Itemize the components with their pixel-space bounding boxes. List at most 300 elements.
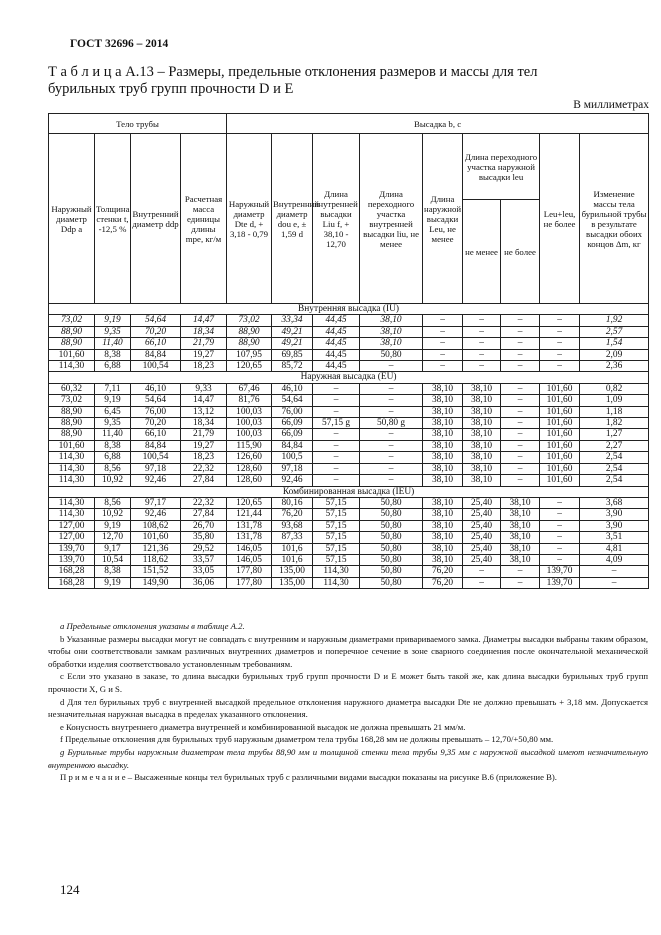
- table-row: [49, 532, 649, 543]
- table-cell: –: [423, 315, 463, 326]
- table-title-line2: бурильных труб групп прочности D и E: [48, 81, 294, 97]
- table-cell: 7,11: [95, 383, 131, 394]
- table-cell: –: [360, 395, 423, 406]
- table-cell: 38,10: [463, 418, 501, 429]
- table-row: [49, 418, 649, 429]
- table-cell: 92,46: [272, 475, 313, 486]
- section-row: [49, 486, 649, 497]
- table-cell: –: [501, 429, 540, 440]
- table-cell: 100,5: [272, 452, 313, 463]
- table-cell: 38,10: [423, 463, 463, 474]
- table-cell: 2,36: [580, 361, 649, 372]
- table-cell: 14,47: [181, 315, 227, 326]
- header-max: не более: [501, 200, 540, 304]
- table-cell: 57,15: [313, 509, 360, 520]
- table-cell: 100,03: [227, 406, 272, 417]
- table-cell: 100,03: [227, 418, 272, 429]
- table-cell: –: [540, 554, 580, 565]
- table-cell: 101,6: [272, 543, 313, 554]
- table-cell: –: [360, 452, 423, 463]
- table-cell: 50,80: [360, 520, 423, 531]
- table-cell: 38,10: [360, 338, 423, 349]
- footnote-e: e Конусность внутреннего диаметра внутренней и комбинированной высадок не должна превышать 21 мм/м.: [60, 721, 466, 732]
- header-wall-thickness: Толщина стенки t, -12,5 %: [95, 134, 131, 304]
- table-cell: 9,35: [95, 418, 131, 429]
- table-cell: 131,78: [227, 520, 272, 531]
- table-cell: 177,80: [227, 566, 272, 577]
- table-cell: 8,38: [95, 440, 131, 451]
- table-cell: –: [423, 361, 463, 372]
- table-cell: 88,90: [49, 338, 95, 349]
- table-cell: 38,10: [501, 543, 540, 554]
- table-body: [49, 304, 649, 589]
- table-cell: –: [360, 463, 423, 474]
- table-cell: 38,10: [423, 406, 463, 417]
- table-cell: 2,27: [580, 440, 649, 451]
- table-cell: 1,82: [580, 418, 649, 429]
- table-cell: 44,45: [313, 361, 360, 372]
- table-cell: 92,46: [131, 509, 181, 520]
- table-cell: 1,27: [580, 429, 649, 440]
- table-cell: –: [580, 577, 649, 588]
- table-row: [49, 395, 649, 406]
- table-row: [49, 554, 649, 565]
- table-cell: 38,10: [423, 554, 463, 565]
- table-row: [49, 440, 649, 451]
- table-cell: 8,38: [95, 566, 131, 577]
- table-cell: 139,70: [49, 543, 95, 554]
- table-cell: 139,70: [49, 554, 95, 565]
- table-cell: 10,92: [95, 475, 131, 486]
- table-cell: 101,60: [131, 532, 181, 543]
- table-cell: 3,90: [580, 509, 649, 520]
- footnote-c: c Если это указано в заказе, то длина высадки бурильных труб групп прочности D и E может быть такой же, как длина высадки бурильных труб групп прочности X, G и S.: [48, 671, 648, 694]
- table-cell: 121,44: [227, 509, 272, 520]
- table-cell: 100,03: [227, 429, 272, 440]
- table-cell: 25,40: [463, 543, 501, 554]
- table-cell: 67,46: [227, 383, 272, 394]
- table-cell: 60,32: [49, 383, 95, 394]
- table-cell: 27,84: [181, 509, 227, 520]
- footnote-f: f Предельные отклонения для бурильных труб наружным диаметром тела трубы 168,28 мм не должны превышать – 12,70/+50,80 мм.: [60, 734, 554, 745]
- table-cell: 101,60: [540, 429, 580, 440]
- table-cell: 73,02: [49, 395, 95, 406]
- table-cell: 101,60: [540, 406, 580, 417]
- table-cell: 0,82: [580, 383, 649, 394]
- table-cell: 12,70: [95, 532, 131, 543]
- table-cell: 38,10: [463, 463, 501, 474]
- table-cell: 84,84: [272, 440, 313, 451]
- table-cell: 49,21: [272, 338, 313, 349]
- header-external-upset-length: Длина наружной высадки Leu, не менее: [423, 134, 463, 304]
- table-cell: 69,85: [272, 349, 313, 360]
- table-cell: 38,10: [463, 440, 501, 451]
- table-cell: 38,10: [423, 532, 463, 543]
- table-cell: 21,79: [181, 338, 227, 349]
- table-cell: 101,60: [540, 463, 580, 474]
- header-inner-diameter: Внутренний диаметр ddp: [131, 134, 181, 304]
- section-title: Наружная высадка (EU): [49, 372, 649, 383]
- table-cell: 121,36: [131, 543, 181, 554]
- table-cell: 38,10: [423, 520, 463, 531]
- table-cell: 10,54: [95, 554, 131, 565]
- table-cell: 114,30: [49, 452, 95, 463]
- table-row: [49, 361, 649, 372]
- table-cell: 80,16: [272, 497, 313, 508]
- table-cell: 70,20: [131, 418, 181, 429]
- table-cell: 38,10: [423, 418, 463, 429]
- table-cell: 33,57: [181, 554, 227, 565]
- table-cell: –: [360, 406, 423, 417]
- table-cell: –: [463, 577, 501, 588]
- section-title: Комбинированная высадка (IEU): [49, 486, 649, 497]
- table-cell: –: [360, 440, 423, 451]
- table-row: [49, 520, 649, 531]
- table-cell: –: [501, 395, 540, 406]
- table-cell: 73,02: [227, 315, 272, 326]
- table-cell: 38,10: [423, 543, 463, 554]
- table-cell: 135,00: [272, 577, 313, 588]
- table-cell: –: [463, 326, 501, 337]
- table-cell: 38,10: [463, 429, 501, 440]
- table-cell: 66,09: [272, 418, 313, 429]
- table-title: [48, 64, 638, 98]
- table-cell: 57,15 g: [313, 418, 360, 429]
- table-cell: 46,10: [131, 383, 181, 394]
- table-cell: 88,90: [49, 406, 95, 417]
- table-cell: 25,40: [463, 497, 501, 508]
- table-cell: 38,10: [360, 326, 423, 337]
- table-cell: –: [463, 361, 501, 372]
- table-cell: –: [540, 326, 580, 337]
- table-cell: 97,18: [272, 463, 313, 474]
- table-cell: 50,80 g: [360, 418, 423, 429]
- table-cell: –: [540, 361, 580, 372]
- table-cell: 114,30: [49, 463, 95, 474]
- footnote-b: b Указанные размеры высадки могут не совпадать с внутренним и наружным диаметрами привариваемого замка. Диаметры высадки выбраны таким образом, чтобы они соответствовали замкам различных внутренних диаметров и поперечное сечение в зоне сварного соединения после окончательной механической обработки изделия соответствовало установленным требованиям.: [48, 633, 648, 669]
- table-cell: 11,40: [95, 338, 131, 349]
- table-cell: –: [423, 338, 463, 349]
- table-cell: 6,88: [95, 452, 131, 463]
- table-cell: 57,15: [313, 520, 360, 531]
- table-cell: 18,23: [181, 452, 227, 463]
- table-cell: 8,56: [95, 463, 131, 474]
- table-cell: 36,06: [181, 577, 227, 588]
- table-cell: –: [313, 429, 360, 440]
- table-cell: 101,60: [540, 383, 580, 394]
- table-cell: 151,52: [131, 566, 181, 577]
- table-cell: 10,92: [95, 509, 131, 520]
- table-cell: –: [313, 475, 360, 486]
- table-title-line1: Т а б л и ц а А.13 – Размеры, предельные отклонения размеров и массы для тел: [48, 64, 538, 80]
- table-cell: 73,02: [49, 315, 95, 326]
- table-cell: 8,56: [95, 497, 131, 508]
- table-cell: 168,28: [49, 566, 95, 577]
- table-cell: 92,46: [131, 475, 181, 486]
- table-cell: 38,10: [423, 383, 463, 394]
- table-cell: 87,33: [272, 532, 313, 543]
- table-row: [49, 509, 649, 520]
- table-cell: 1,54: [580, 338, 649, 349]
- table-cell: –: [313, 383, 360, 394]
- table-cell: 115,90: [227, 440, 272, 451]
- table-cell: 76,00: [131, 406, 181, 417]
- table-cell: 50,80: [360, 349, 423, 360]
- table-cell: 139,70: [540, 566, 580, 577]
- table-cell: 9,19: [95, 577, 131, 588]
- table-cell: 131,78: [227, 532, 272, 543]
- table-cell: 88,90: [49, 418, 95, 429]
- table-cell: 114,30: [313, 577, 360, 588]
- table-cell: 1,92: [580, 315, 649, 326]
- table-cell: 38,10: [501, 554, 540, 565]
- table-cell: 50,80: [360, 509, 423, 520]
- table-cell: 70,20: [131, 326, 181, 337]
- table-cell: 9,19: [95, 520, 131, 531]
- table-cell: –: [423, 349, 463, 360]
- table-row: [49, 475, 649, 486]
- section-row: [49, 304, 649, 315]
- document-header: ГОСТ 32696 – 2014: [70, 38, 169, 50]
- table-cell: 135,00: [272, 566, 313, 577]
- table-cell: 93,68: [272, 520, 313, 531]
- table-cell: 38,10: [501, 509, 540, 520]
- table-cell: 33,05: [181, 566, 227, 577]
- table-cell: 1,09: [580, 395, 649, 406]
- table-cell: –: [313, 395, 360, 406]
- footnotes: [48, 620, 648, 784]
- table-cell: 114,30: [49, 361, 95, 372]
- table-cell: 88,90: [49, 326, 95, 337]
- table-cell: 57,15: [313, 543, 360, 554]
- table-cell: 21,79: [181, 429, 227, 440]
- table-cell: –: [463, 315, 501, 326]
- table-cell: 38,10: [423, 509, 463, 520]
- header-upset: Высадка b, c: [227, 114, 649, 134]
- table-cell: –: [501, 338, 540, 349]
- section-title: Внутренняя высадка (IU): [49, 304, 649, 315]
- table-cell: 114,30: [313, 566, 360, 577]
- page-number: 124: [60, 882, 80, 897]
- table-cell: 38,10: [463, 395, 501, 406]
- table-cell: 38,10: [463, 452, 501, 463]
- table-cell: 9,19: [95, 315, 131, 326]
- table-cell: 38,10: [501, 497, 540, 508]
- table-cell: 2,54: [580, 452, 649, 463]
- table-cell: 127,00: [49, 520, 95, 531]
- table-cell: –: [501, 566, 540, 577]
- table-row: [49, 315, 649, 326]
- table-cell: 25,40: [463, 532, 501, 543]
- table-cell: 66,10: [131, 338, 181, 349]
- table-cell: 57,15: [313, 554, 360, 565]
- table-row: [49, 577, 649, 588]
- table-cell: 54,64: [272, 395, 313, 406]
- table-cell: 76,20: [423, 566, 463, 577]
- table-cell: –: [313, 406, 360, 417]
- table-cell: –: [501, 406, 540, 417]
- table-cell: 19,27: [181, 440, 227, 451]
- table-cell: 38,10: [360, 315, 423, 326]
- section-row: [49, 372, 649, 383]
- table-cell: 44,45: [313, 326, 360, 337]
- table-cell: 101,60: [540, 440, 580, 451]
- table-cell: 81,76: [227, 395, 272, 406]
- table-cell: 26,70: [181, 520, 227, 531]
- table-cell: 127,00: [49, 532, 95, 543]
- table-cell: 11,40: [95, 429, 131, 440]
- table-cell: 54,64: [131, 315, 181, 326]
- table-cell: 50,80: [360, 566, 423, 577]
- table-cell: 38,10: [463, 406, 501, 417]
- table-cell: –: [501, 463, 540, 474]
- table-cell: 9,19: [95, 395, 131, 406]
- table-cell: 168,28: [49, 577, 95, 588]
- table-cell: 146,05: [227, 543, 272, 554]
- table-cell: 27,84: [181, 475, 227, 486]
- header-mass-per-length: Расчетная масса единицы длины mpe, кг/м: [181, 134, 227, 304]
- table-cell: 44,45: [313, 338, 360, 349]
- table-cell: 25,40: [463, 509, 501, 520]
- table-cell: –: [360, 429, 423, 440]
- table-cell: 114,30: [49, 509, 95, 520]
- table-cell: –: [501, 440, 540, 451]
- table-cell: 9,17: [95, 543, 131, 554]
- table-cell: 38,10: [423, 475, 463, 486]
- table-cell: 101,60: [540, 395, 580, 406]
- table-cell: –: [540, 532, 580, 543]
- header-internal-taper-length: Длина переходного участка внутренней высадки liu, не менее: [360, 134, 423, 304]
- table-cell: 8,38: [95, 349, 131, 360]
- table-row: [49, 383, 649, 394]
- table-cell: 84,84: [131, 440, 181, 451]
- table-cell: 146,05: [227, 554, 272, 565]
- table-row: [49, 326, 649, 337]
- table-cell: 66,10: [131, 429, 181, 440]
- table-cell: –: [313, 463, 360, 474]
- table-cell: 114,30: [49, 475, 95, 486]
- table-cell: 38,10: [423, 395, 463, 406]
- table-cell: –: [313, 440, 360, 451]
- table-cell: 50,80: [360, 577, 423, 588]
- table-cell: 3,68: [580, 497, 649, 508]
- table-cell: 76,00: [272, 406, 313, 417]
- table-cell: 22,32: [181, 463, 227, 474]
- header-min: не менее: [463, 200, 501, 304]
- table-cell: 101,60: [49, 349, 95, 360]
- table-cell: 114,30: [49, 497, 95, 508]
- table-cell: 2,09: [580, 349, 649, 360]
- table-cell: 18,34: [181, 418, 227, 429]
- dimensions-table: [48, 113, 649, 589]
- table-cell: –: [501, 577, 540, 588]
- table-cell: 6,88: [95, 361, 131, 372]
- footnote-d: d Для тел бурильных труб с внутренней высадкой предельное отклонения наружного диаметра высадки Dte не должно превышать + 3,18 мм. Допускается незначительная наружная высадка в пределах указанного отклонения.: [48, 696, 648, 720]
- table-cell: 38,10: [463, 475, 501, 486]
- table-cell: 50,80: [360, 554, 423, 565]
- table-cell: 101,60: [540, 452, 580, 463]
- table-cell: –: [540, 520, 580, 531]
- table-row: [49, 452, 649, 463]
- table-cell: 9,35: [95, 326, 131, 337]
- table-cell: 38,10: [423, 440, 463, 451]
- table-cell: 76,20: [423, 577, 463, 588]
- table-row: [49, 349, 649, 360]
- table-cell: 3,90: [580, 520, 649, 531]
- table-cell: –: [360, 475, 423, 486]
- table-remark: П р и м е ч а н и е – Высаженные концы тел бурильных труб с различными видами высадки показаны на рисунке В.6 (приложение В).: [60, 772, 557, 783]
- table-cell: –: [501, 349, 540, 360]
- table-cell: 120,65: [227, 497, 272, 508]
- header-internal-upset-length: Длина внутренней высадки Liu f, + 38,10 - 12,70: [313, 134, 360, 304]
- header-body: Тело трубы: [49, 114, 227, 134]
- table-cell: 50,80: [360, 497, 423, 508]
- table-cell: –: [540, 497, 580, 508]
- table-cell: 76,20: [272, 509, 313, 520]
- table-cell: 19,27: [181, 349, 227, 360]
- table-cell: 108,62: [131, 520, 181, 531]
- table-cell: 50,80: [360, 532, 423, 543]
- table-cell: –: [580, 566, 649, 577]
- table-cell: 2,54: [580, 463, 649, 474]
- table-cell: 25,40: [463, 520, 501, 531]
- table-cell: –: [540, 338, 580, 349]
- table-cell: 14,47: [181, 395, 227, 406]
- table-cell: 139,70: [540, 577, 580, 588]
- table-cell: 101,60: [540, 418, 580, 429]
- table-cell: 88,90: [227, 338, 272, 349]
- table-cell: 100,54: [131, 361, 181, 372]
- table-cell: 44,45: [313, 349, 360, 360]
- table-row: [49, 406, 649, 417]
- table-cell: 57,15: [313, 497, 360, 508]
- table-cell: 2,54: [580, 475, 649, 486]
- table-cell: 2,57: [580, 326, 649, 337]
- table-cell: 120,65: [227, 361, 272, 372]
- table-cell: 101,60: [49, 440, 95, 451]
- table-cell: 49,21: [272, 326, 313, 337]
- table-row: [49, 463, 649, 474]
- table-cell: 6,45: [95, 406, 131, 417]
- footnote-a: a Предельные отклонения указаны в таблице А.2.: [60, 621, 245, 631]
- table-cell: 88,90: [49, 429, 95, 440]
- table-cell: –: [463, 338, 501, 349]
- table-cell: –: [540, 315, 580, 326]
- table-cell: 84,84: [131, 349, 181, 360]
- table-cell: 85,72: [272, 361, 313, 372]
- table-row: [49, 497, 649, 508]
- units-label: В миллиметрах: [573, 99, 649, 111]
- table-cell: 18,34: [181, 326, 227, 337]
- table-cell: 97,18: [131, 463, 181, 474]
- table-cell: –: [540, 543, 580, 554]
- table-cell: 101,6: [272, 554, 313, 565]
- table-cell: –: [463, 349, 501, 360]
- table-cell: 22,32: [181, 497, 227, 508]
- header-outer-diameter: Наружный диаметр Ddp a: [49, 134, 95, 304]
- table-cell: –: [423, 326, 463, 337]
- table-cell: 46,10: [272, 383, 313, 394]
- header-upset-outer-diameter: Наружный диаметр Dte d, + 3,18 - 0,79: [227, 134, 272, 304]
- table-cell: –: [463, 566, 501, 577]
- table-cell: –: [313, 452, 360, 463]
- table-cell: 38,10: [463, 383, 501, 394]
- table-cell: 9,33: [181, 383, 227, 394]
- table-cell: –: [360, 383, 423, 394]
- table-row: [49, 429, 649, 440]
- table-cell: 107,95: [227, 349, 272, 360]
- table-cell: –: [501, 475, 540, 486]
